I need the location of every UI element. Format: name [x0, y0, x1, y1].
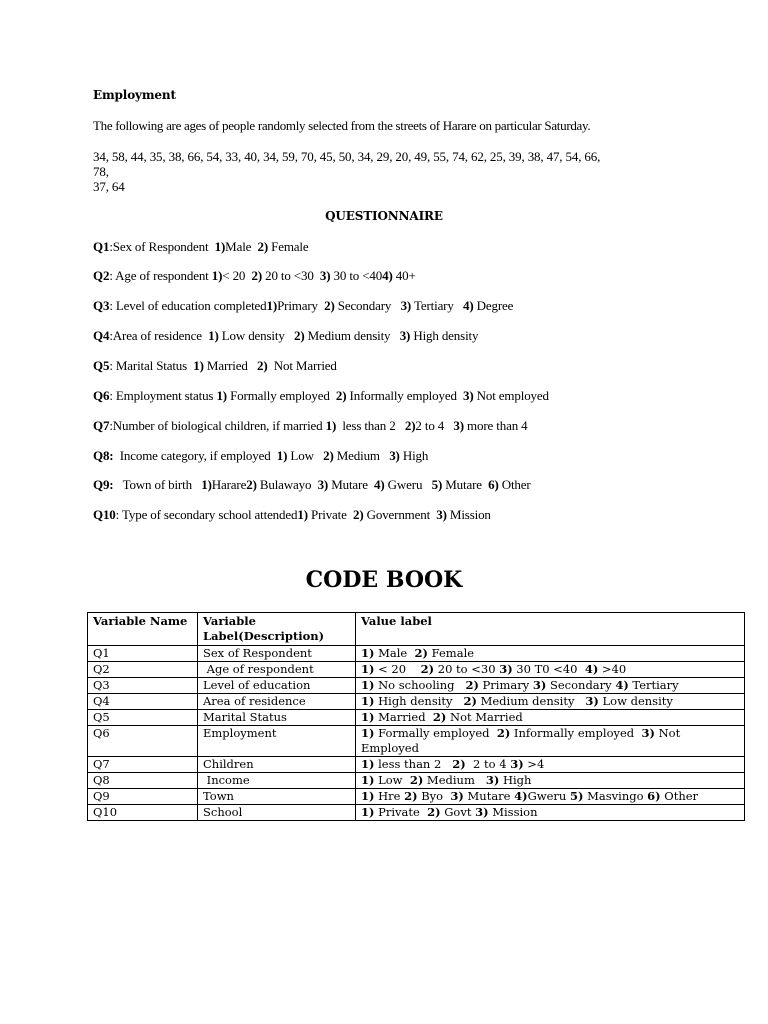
- question-text: : Level of education completed: [109, 298, 267, 313]
- value-label-cell: [356, 662, 745, 678]
- option-number: 3): [389, 448, 400, 463]
- question-text: Private: [307, 507, 353, 522]
- question-text: 2 to 4: [415, 418, 454, 433]
- table-row: [88, 789, 745, 805]
- value-text: Not Married: [446, 710, 523, 724]
- option-number: 1): [211, 268, 223, 283]
- question-text: Other: [498, 477, 531, 492]
- codebook-table: [87, 612, 745, 821]
- value-code: 1): [361, 694, 375, 708]
- option-number: 5): [431, 477, 443, 492]
- value-code: 4): [584, 662, 599, 676]
- question-number: Q8:: [93, 448, 114, 463]
- option-number: 1): [266, 298, 278, 313]
- question-text: Female: [268, 239, 309, 254]
- variable-name-cell: Q8: [88, 773, 198, 789]
- question-10: [93, 507, 491, 522]
- value-text: Medium density: [476, 694, 586, 708]
- question-text: :Area of residence: [109, 328, 209, 343]
- question-text: Low density: [218, 328, 295, 343]
- question-text: Harare: [211, 477, 247, 492]
- question-text: Gweru: [384, 477, 432, 492]
- question-number: Q6: [93, 388, 110, 403]
- question-text: Low: [287, 448, 324, 463]
- variable-name-cell: Q9: [88, 789, 198, 805]
- value-label-cell: [356, 757, 745, 773]
- question-1: [93, 239, 308, 254]
- variable-label-cell: Employment: [198, 726, 356, 757]
- question-text: Bulawayo: [256, 477, 318, 492]
- question-text: : Age of respondent: [109, 268, 212, 283]
- question-text: more than 4: [463, 418, 528, 433]
- value-label-cell: [356, 773, 745, 789]
- variable-label-cell: Area of residence: [198, 694, 356, 710]
- value-code: 4): [615, 678, 629, 692]
- question-text: Secondary: [334, 298, 401, 313]
- option-number: 2): [257, 239, 269, 254]
- question-text: : Type of secondary school attended: [115, 507, 298, 522]
- value-label-cell: [356, 678, 745, 694]
- option-number: 3): [453, 418, 464, 433]
- value-label-cell: [356, 726, 745, 757]
- table-row: [88, 678, 745, 694]
- variable-label-cell: Sex of Respondent: [198, 646, 356, 662]
- value-code: 1): [361, 726, 375, 740]
- question-8: [93, 448, 428, 463]
- option-number: 2): [246, 477, 257, 492]
- option-number: 2): [324, 298, 335, 313]
- option-number: 2): [323, 448, 334, 463]
- question-text: Informally employed: [346, 388, 464, 403]
- option-number: 2): [352, 507, 364, 522]
- value-code: 1): [361, 678, 375, 692]
- question-5: [93, 358, 337, 373]
- question-number: Q4: [93, 328, 110, 343]
- question-text: < 20: [222, 268, 252, 283]
- option-number: 1): [208, 328, 219, 343]
- option-number: 3): [436, 507, 447, 522]
- question-number: Q7: [93, 418, 110, 433]
- question-text: :Number of biological children, if married: [109, 418, 326, 433]
- question-text: Tertiary: [411, 298, 464, 313]
- option-number: 1): [325, 418, 337, 433]
- value-text: Medium: [423, 773, 486, 787]
- value-text: Informally employed: [510, 726, 642, 740]
- question-text: 40+: [392, 268, 416, 283]
- value-text: Married: [374, 710, 433, 724]
- question-text: Mission: [446, 507, 491, 522]
- value-code: 5): [570, 789, 584, 803]
- variable-label-cell: School: [198, 805, 356, 821]
- option-number: 1): [201, 477, 212, 492]
- value-code: 1): [361, 646, 375, 660]
- question-text: High: [399, 448, 429, 463]
- variable-name-cell: Q7: [88, 757, 198, 773]
- variable-name-cell: Q2: [88, 662, 198, 678]
- ages-line-1: 34, 58, 44, 35, 38, 66, 54, 33, 40, 34, 59, 70, 45, 50, 34, 29, 20, 49, 55, 74, 62, 25, 39, 38, 47, 54, 66,: [93, 149, 601, 164]
- question-number: Q2: [93, 268, 110, 283]
- question-number: Q1: [93, 239, 110, 254]
- value-code: 3): [450, 789, 464, 803]
- question-text: 20 to <30: [262, 268, 320, 283]
- value-text: Private: [374, 805, 428, 819]
- value-code: 2): [427, 805, 441, 819]
- question-text: Primary: [277, 298, 325, 313]
- value-text: Govt: [440, 805, 476, 819]
- section-title: Employment: [93, 88, 176, 102]
- value-text: Male: [374, 646, 415, 660]
- value-text: 2 to 4: [465, 757, 511, 771]
- value-code: 2): [452, 757, 466, 771]
- value-code: 1): [361, 773, 375, 787]
- header-variable-name: Variable Name: [88, 613, 198, 646]
- question-text: High density: [410, 328, 479, 343]
- value-label-cell: [356, 805, 745, 821]
- value-text: Gweru: [527, 789, 570, 803]
- question-text: Mutare: [442, 477, 489, 492]
- variable-label-cell: Town: [198, 789, 356, 805]
- codebook-title: CODE BOOK: [305, 567, 463, 593]
- question-text: less than 2: [336, 418, 405, 433]
- value-text: Hre: [374, 789, 405, 803]
- table-row: [88, 805, 745, 821]
- value-code: 6): [647, 789, 661, 803]
- value-code: 2): [463, 694, 477, 708]
- option-number: 1): [216, 388, 227, 403]
- value-code: 1): [361, 757, 375, 771]
- value-code: 3): [485, 773, 500, 787]
- value-text: Formally employed: [374, 726, 497, 740]
- question-text: Town of birth: [113, 477, 202, 492]
- value-text: Not Employed: [361, 726, 684, 755]
- value-text: Other: [660, 789, 699, 803]
- question-number: Q9:: [93, 477, 114, 492]
- option-number: 3): [317, 477, 329, 492]
- question-text: 30 to <40: [330, 268, 383, 283]
- question-number: Q3: [93, 298, 110, 313]
- value-code: 1): [361, 710, 375, 724]
- value-code: 3): [641, 726, 655, 740]
- question-text: Not employed: [473, 388, 549, 403]
- questionnaire-title: QUESTIONNAIRE: [325, 209, 443, 223]
- question-text: Degree: [473, 298, 514, 313]
- table-row: [88, 646, 745, 662]
- value-code: 2): [414, 646, 428, 660]
- value-text: Masvingo: [583, 789, 648, 803]
- value-text: Byo: [417, 789, 451, 803]
- option-number: 3): [399, 328, 411, 343]
- value-code: 3): [585, 694, 599, 708]
- value-code: 2): [420, 662, 435, 676]
- value-label-cell: [356, 694, 745, 710]
- question-text: Married: [203, 358, 258, 373]
- header-variable-label: Variable Label(Description): [198, 613, 356, 646]
- question-text: Income category, if employed: [113, 448, 277, 463]
- variable-label-cell: Children: [198, 757, 356, 773]
- variable-label-cell: Income: [198, 773, 356, 789]
- value-text: < 20: [374, 662, 421, 676]
- option-number: 1): [297, 507, 308, 522]
- header-value-label: Value label: [356, 613, 745, 646]
- question-3: [93, 298, 513, 313]
- value-code: 1): [361, 662, 375, 676]
- value-text: Mission: [488, 805, 538, 819]
- question-text: : Employment status: [109, 388, 217, 403]
- table-row: [88, 757, 745, 773]
- variable-label-cell: Level of education: [198, 678, 356, 694]
- question-number: Q10: [93, 507, 116, 522]
- variable-name-cell: Q4: [88, 694, 198, 710]
- question-number: Q5: [93, 358, 110, 373]
- option-number: 2): [251, 268, 262, 283]
- question-text: Medium density: [304, 328, 400, 343]
- question-text: :Sex of Respondent: [109, 239, 215, 254]
- value-label-cell: [356, 710, 745, 726]
- value-code: 3): [499, 662, 513, 676]
- question-2: [93, 268, 416, 283]
- variable-name-cell: Q6: [88, 726, 198, 757]
- question-text: Male: [225, 239, 258, 254]
- table-row: [88, 662, 745, 678]
- value-code: 2): [465, 678, 479, 692]
- value-code: 2): [404, 789, 418, 803]
- option-number: 1): [193, 358, 204, 373]
- option-number: 3): [463, 388, 474, 403]
- question-7: [93, 418, 528, 433]
- option-number: 1): [276, 448, 288, 463]
- option-number: 1): [214, 239, 226, 254]
- variable-name-cell: Q3: [88, 678, 198, 694]
- table-row: [88, 694, 745, 710]
- question-text: : Marital Status: [109, 358, 194, 373]
- value-text: Primary: [478, 678, 533, 692]
- value-code: 1): [361, 805, 375, 819]
- option-number: 6): [488, 477, 499, 492]
- table-row: [88, 710, 745, 726]
- value-code: 1): [361, 789, 375, 803]
- value-text: Low density: [598, 694, 673, 708]
- variable-name-cell: Q10: [88, 805, 198, 821]
- question-9: [93, 477, 531, 492]
- value-text: Secondary: [546, 678, 616, 692]
- value-code: 3): [510, 757, 524, 771]
- value-text: 30 T0 <40: [512, 662, 585, 676]
- question-4: [93, 328, 478, 343]
- value-text: No schooling: [374, 678, 466, 692]
- value-code: 4): [514, 789, 528, 803]
- question-text: Medium: [333, 448, 390, 463]
- option-number: 2): [294, 328, 305, 343]
- question-text: Formally employed: [226, 388, 336, 403]
- option-number: 4): [463, 298, 474, 313]
- table-header-row: [88, 613, 745, 646]
- variable-name-cell: Q5: [88, 710, 198, 726]
- option-number: 3): [319, 268, 331, 283]
- ages-line-3: 37, 64: [93, 179, 125, 194]
- value-label-cell: [356, 789, 745, 805]
- question-6: [93, 388, 549, 403]
- value-text: Tertiary: [628, 678, 679, 692]
- variable-label-cell: Marital Status: [198, 710, 356, 726]
- value-text: Low: [374, 773, 410, 787]
- value-code: 2): [432, 710, 447, 724]
- variable-label-cell: Age of respondent: [198, 662, 356, 678]
- question-text: Government: [363, 507, 437, 522]
- value-code: 2): [496, 726, 511, 740]
- variable-name-cell: Q1: [88, 646, 198, 662]
- value-text: Mutare: [463, 789, 515, 803]
- option-number: 4): [382, 268, 393, 283]
- question-text: Not Married: [267, 358, 337, 373]
- value-text: High density: [374, 694, 464, 708]
- value-text: High: [499, 773, 532, 787]
- table-row: [88, 726, 745, 757]
- value-text: Female: [428, 646, 475, 660]
- value-text: >4: [523, 757, 545, 771]
- option-number: 3): [400, 298, 412, 313]
- value-code: 2): [409, 773, 424, 787]
- question-text: Mutare: [328, 477, 375, 492]
- option-number: 2): [257, 358, 268, 373]
- value-code: 3): [475, 805, 489, 819]
- intro-text: The following are ages of people randomly selected from the streets of Harare on particular Saturday.: [93, 118, 591, 133]
- option-number: 4): [374, 477, 385, 492]
- value-text: less than 2: [374, 757, 453, 771]
- value-label-cell: [356, 646, 745, 662]
- option-number: 2): [404, 418, 416, 433]
- value-code: 3): [532, 678, 547, 692]
- value-text: >40: [598, 662, 627, 676]
- option-number: 2): [335, 388, 347, 403]
- table-row: [88, 773, 745, 789]
- value-text: 20 to <30: [434, 662, 500, 676]
- ages-line-2: 78,: [93, 164, 109, 179]
